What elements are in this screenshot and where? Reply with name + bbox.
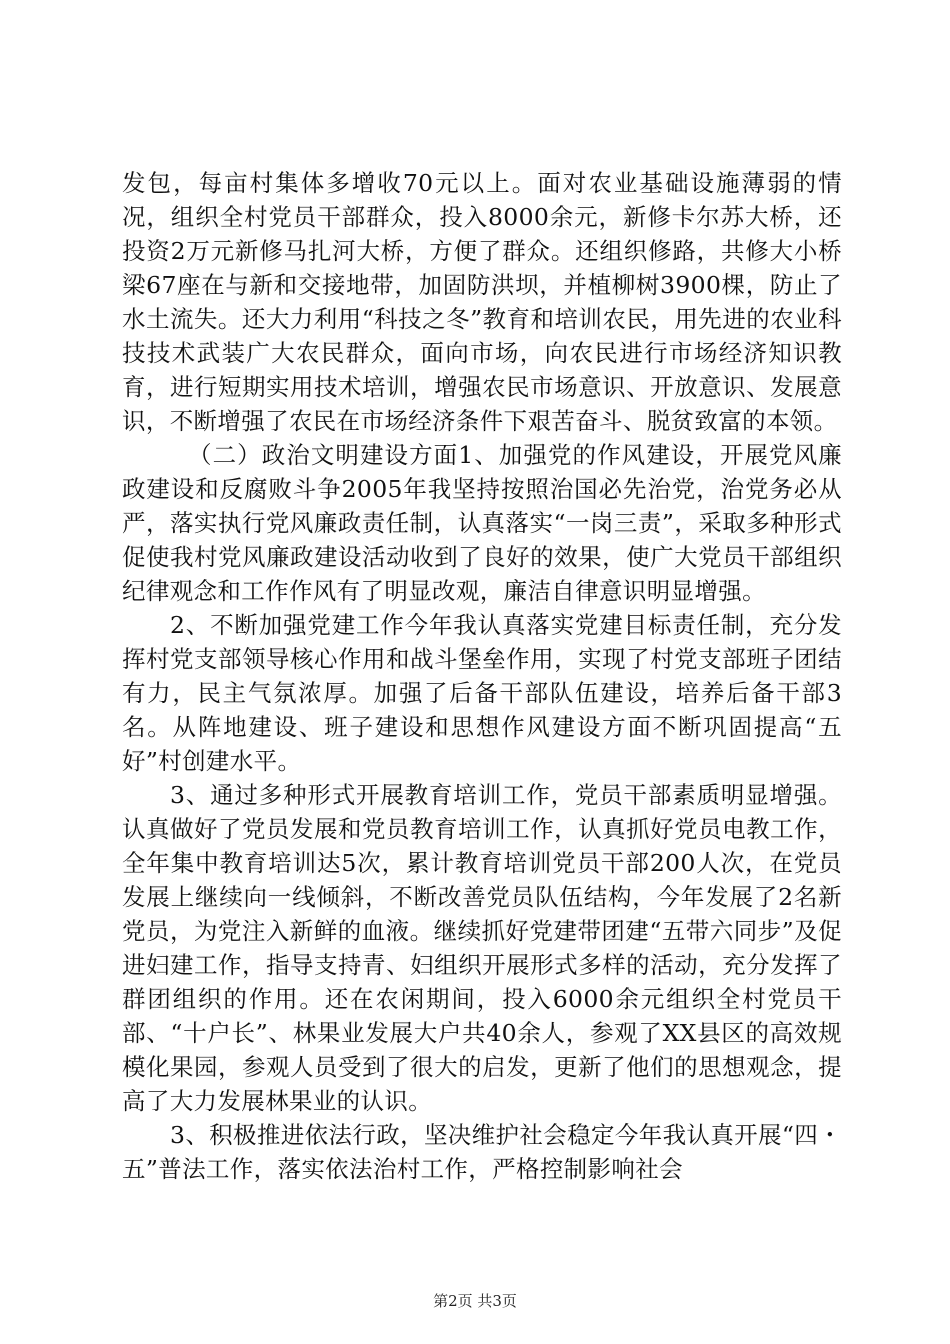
paragraph-political-civilization: （二）政治文明建设方面1、加强党的作风建设，开展党风廉政建设和反腐败斗争2005年我坚持按照治国必先治党，治党务必从严，落实执行党风廉政责任制，认真落实“一岗三责”，采取多种形式促使我村党风廉政建设活动收到了良好的效果，使广大党员干部组织纪律观念和工作作风有了明显改观，廉洁自律意识明显增强。 (122, 441, 842, 605)
paragraph-continuation: 发包，每亩村集体多增收70元以上。面对农业基础设施薄弱的情况，组织全村党员干部群众，投入8000余元，新修卡尔苏大桥，还投资2万元新修马扎河大桥，方便了群众。还组织修路，共修大小桥梁67座在与新和交接地带，加固防洪坝，并植柳树3900棵，防止了水土流失。还大力利用“科技之冬”教育和培训农民，用先进的农业科技技术武装广大农民群众，面向市场，向农民进行市场经济知识教育，进行短期实用技术培训，增强农民市场意识、开放意识、发展意识，不断增强了农民在市场经济条件下艰苦奋斗、脱贫致富的本领。 (122, 169, 842, 435)
paragraph-education-training: 3、通过多种形式开展教育培训工作，党员干部素质明显增强。认真做好了党员发展和党员教育培训工作，认真抓好党员电教工作，全年集中教育培训达5次，累计教育培训党员干部200人次，在党员发展上继续向一线倾斜，不断改善党员队伍结构，今年发展了2名新党员，为党注入新鲜的血液。继续抓好党建带团建“五带六同步”及促进妇建工作，指导支持青、妇组织开展形式多样的活动，充分发挥了群团组织的作用。还在农闲期间，投入6000余元组织全村党员干部、“十户长”、林果业发展大户共40余人，参观了XX县区的高效规模化果园，参观人员受到了很大的启发，更新了他们的思想观念，提高了大力发展林果业的认识。 (122, 781, 842, 1115)
paragraph-party-building: 2、不断加强党建工作今年我认真落实党建目标责任制，充分发挥村党支部领导核心作用和战斗堡垒作用，实现了村党支部班子团结有力，民主气氛浓厚。加强了后备干部队伍建设，培养后备干部3名。从阵地建设、班子建设和思想作风建设方面不断巩固提高“五好”村创建水平。 (122, 611, 842, 775)
page-number-footer: 第2页 共3页 (433, 1292, 517, 1310)
document-body (122, 166, 842, 1186)
paragraph-rule-of-law: 3、积极推进依法行政，坚决维护社会稳定今年我认真开展“四・五”普法工作，落实依法治村工作，严格控制影响社会 (122, 1121, 842, 1183)
